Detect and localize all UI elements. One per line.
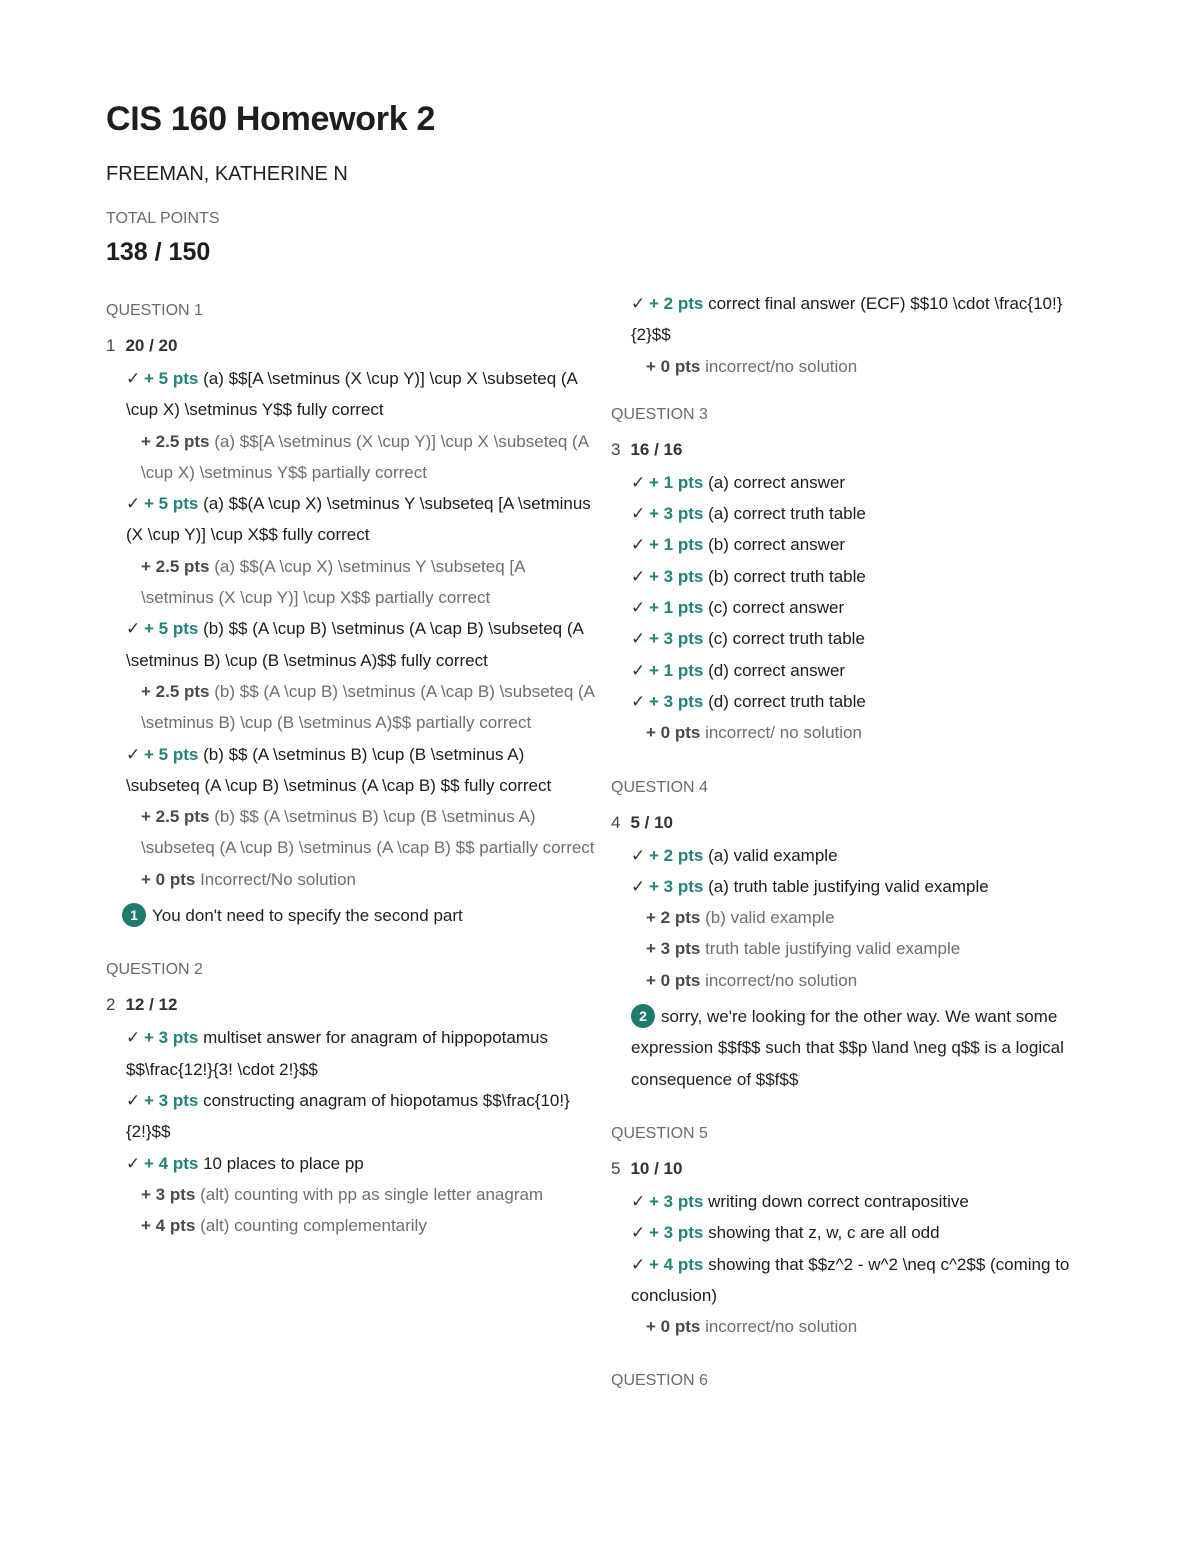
question-3 — [611, 404, 1101, 749]
rubric-points: + 1 pts — [649, 660, 704, 680]
rubric-description: (b) $$ (A \cup B) \setminus (A \cap B) \subseteq (A \setminus B) \cup (B \setminus A)$$ fully correct — [126, 619, 583, 670]
rubric-item-applied — [631, 529, 1101, 560]
rubric-item — [126, 1179, 596, 1210]
rubric-points: + 4 pts — [141, 1216, 196, 1236]
checkmark-icon: ✓ — [126, 369, 141, 388]
rubric-points: + 5 pts — [144, 619, 199, 639]
rubric-points: + 1 pts — [649, 598, 704, 618]
checkmark-icon: ✓ — [631, 504, 646, 524]
question-points: 20 / 20 — [125, 336, 178, 355]
rubric-item-applied — [126, 1148, 596, 1179]
rubric-points: + 3 pts — [144, 1090, 199, 1110]
comment-number-badge: 2 — [631, 1004, 655, 1028]
rubric-item — [126, 801, 596, 864]
rubric-description: incorrect/no solution — [705, 356, 858, 376]
rubric-points: + 2.5 pts — [141, 807, 210, 827]
question-1 — [106, 300, 596, 931]
rubric-points: + 3 pts — [646, 939, 701, 959]
rubric-item — [126, 426, 596, 489]
rubric-description: (d) correct answer — [708, 660, 846, 680]
checkmark-icon: ✓ — [631, 660, 646, 680]
checkmark-icon: ✓ — [126, 744, 141, 764]
checkmark-icon: ✓ — [126, 494, 141, 514]
question-heading: QUESTION 2 — [106, 961, 203, 979]
checkmark-icon: ✓ — [631, 472, 646, 492]
question-number: 5 — [611, 1158, 621, 1178]
rubric-points: + 3 pts — [649, 876, 704, 896]
rubric-points: + 2.5 pts — [141, 431, 210, 451]
question-number: 1 — [106, 336, 116, 355]
rubric-points: + 0 pts — [141, 869, 196, 889]
rubric-points: + 5 pts — [144, 744, 199, 764]
rubric-description: (b) $$ (A \setminus B) \cup (B \setminus A) \subseteq (A \cup B) \setminus (A \cap B) $$ partially correct — [141, 807, 595, 858]
comment-text: You don't need to specify the second part — [152, 906, 463, 926]
rubric-points: + 3 pts — [649, 691, 704, 711]
checkmark-icon: ✓ — [126, 1153, 141, 1173]
checkmark-icon: ✓ — [631, 598, 646, 618]
rubric-item — [126, 676, 596, 739]
rubric-description: (d) correct truth table — [708, 691, 866, 711]
checkmark-icon: ✓ — [631, 691, 646, 711]
rubric-points: + 3 pts — [144, 1028, 199, 1048]
rubric-item — [631, 351, 1101, 382]
rubric-description: (b) $$ (A \setminus B) \cup (B \setminus A) \subseteq (A \cup B) \setminus (A \cap B) $$ fully correct — [126, 744, 552, 795]
question-4 — [611, 777, 1101, 1095]
checkmark-icon: ✓ — [631, 629, 646, 649]
rubric-points: + 2 pts — [649, 294, 704, 313]
question-heading: QUESTION 6 — [611, 1372, 708, 1390]
rubric-points: + 1 pts — [649, 535, 704, 555]
question-number: 3 — [611, 439, 621, 459]
rubric-item — [631, 965, 1101, 996]
rubric-item-applied — [631, 288, 1101, 351]
total-points-label: TOTAL POINTS — [106, 210, 220, 227]
rubric-description: truth table justifying valid example — [705, 939, 961, 959]
rubric-item — [126, 864, 596, 895]
rubric-description: (b) correct answer — [708, 535, 846, 555]
rubric-points: + 3 pts — [141, 1184, 196, 1204]
question-heading: QUESTION 3 — [611, 405, 708, 423]
rubric-points: + 3 pts — [649, 1223, 704, 1243]
rubric-item-applied — [126, 1085, 596, 1148]
rubric-description: constructing anagram of hiopotamus $$\frac{10!}{2!}$$ — [126, 1090, 570, 1142]
checkmark-icon: ✓ — [631, 845, 646, 865]
rubric-description: (c) correct truth table — [708, 629, 865, 649]
rubric-points: + 4 pts — [144, 1153, 199, 1173]
rubric-item-applied — [631, 561, 1101, 592]
rubric-description: showing that z, w, c are all odd — [708, 1223, 940, 1243]
right-column — [611, 288, 1101, 1420]
total-points-score: 138 / 150 — [106, 238, 211, 266]
rubric-points: + 2.5 pts — [141, 556, 210, 576]
question-score — [611, 1158, 1101, 1180]
question-heading: QUESTION 4 — [611, 778, 708, 796]
rubric-description: (a) $$(A \cup X) \setminus Y \subseteq [A \setminus (X \cup Y)] \cup X$$ fully correct — [126, 494, 591, 545]
rubric-item-applied — [631, 655, 1101, 686]
question-points: 12 / 12 — [125, 995, 178, 1015]
rubric-item-applied — [631, 467, 1101, 498]
rubric-points: + 5 pts — [144, 494, 199, 514]
checkmark-icon: ✓ — [631, 1223, 646, 1243]
question-score — [106, 994, 596, 1016]
rubric-item — [631, 933, 1101, 964]
question-points: 5 / 10 — [630, 812, 674, 832]
rubric-description: (a) correct truth table — [708, 504, 866, 524]
rubric-item-applied — [631, 623, 1101, 654]
rubric-item-applied — [631, 592, 1101, 623]
rubric-item-applied — [631, 1186, 1101, 1217]
rubric-points: + 0 pts — [646, 723, 701, 743]
question-number: 4 — [611, 812, 621, 832]
rubric-description: (a) $$(A \cup X) \setminus Y \subseteq [A \setminus (X \cup Y)] \cup X$$ partially correct — [141, 556, 525, 608]
rubric-item-applied — [126, 1022, 596, 1085]
rubric-points: + 0 pts — [646, 970, 701, 990]
rubric-points: + 1 pts — [649, 472, 704, 492]
rubric-points: + 3 pts — [649, 1191, 704, 1211]
rubric-description: incorrect/no solution — [705, 1317, 858, 1337]
checkmark-icon: ✓ — [631, 1191, 646, 1211]
rubric-points: + 3 pts — [649, 629, 704, 649]
rubric-points: + 5 pts — [144, 369, 199, 388]
student-name: FREEMAN, KATHERINE N — [106, 163, 348, 185]
rubric-description: (c) correct answer — [708, 598, 845, 618]
rubric-item-applied — [631, 1217, 1101, 1248]
rubric-item-applied — [126, 613, 596, 676]
rubric-description: Incorrect/No solution — [200, 869, 356, 889]
rubric-item-applied — [126, 363, 596, 426]
rubric-item — [631, 1311, 1101, 1342]
question-points: 16 / 16 — [630, 439, 683, 459]
question-2-continued — [611, 288, 1101, 382]
question-points: 10 / 10 — [630, 1158, 683, 1178]
checkmark-icon: ✓ — [631, 1254, 646, 1274]
rubric-description: multiset answer for anagram of hippopotamus $$\frac{12!}{3! \cdot 2!}$$ — [126, 1028, 548, 1079]
question-score — [611, 812, 1101, 834]
rubric-points: + 2 pts — [649, 845, 704, 865]
rubric-description: (alt) counting complementarily — [200, 1216, 427, 1236]
rubric-description: (alt) counting with pp as single letter anagram — [200, 1184, 544, 1204]
rubric-item — [631, 717, 1101, 748]
rubric-description: (a) correct answer — [708, 472, 846, 492]
question-5 — [611, 1123, 1101, 1342]
question-2 — [106, 959, 596, 1241]
rubric-item — [126, 551, 596, 614]
rubric-description: showing that $$z^2 - w^2 \neq c^2$$ (coming to conclusion) — [631, 1254, 1070, 1305]
rubric-item-applied — [631, 871, 1101, 902]
left-column — [106, 300, 596, 1269]
question-heading: QUESTION 1 — [106, 302, 203, 319]
rubric-description: incorrect/no solution — [705, 970, 858, 990]
checkmark-icon: ✓ — [631, 535, 646, 555]
rubric-description: (a) $$[A \setminus (X \cup Y)] \cup X \subseteq (A \cup X) \setminus Y$$ fully correct — [126, 369, 577, 420]
rubric-points: + 0 pts — [646, 1317, 701, 1337]
question-score — [611, 439, 1101, 461]
question-heading: QUESTION 5 — [611, 1124, 708, 1142]
rubric-description: incorrect/ no solution — [705, 723, 862, 743]
comment-text: sorry, we're looking for the other way. We want some expression $$f$$ such that $$p \land \neg q$$ is a logical consequence of $$f$$ — [631, 1007, 1064, 1089]
rubric-description: (a) truth table justifying valid example — [708, 876, 989, 896]
rubric-item — [631, 902, 1101, 933]
rubric-item-applied — [631, 1249, 1101, 1312]
rubric-item — [126, 1210, 596, 1241]
rubric-description: writing down correct contrapositive — [708, 1191, 969, 1211]
rubric-item-applied — [126, 739, 596, 802]
rubric-description: (b) correct truth table — [708, 566, 866, 586]
checkmark-icon: ✓ — [631, 876, 646, 896]
rubric-points: + 0 pts — [646, 356, 701, 376]
page-title: CIS 160 Homework 2 — [106, 100, 436, 138]
rubric-points: + 3 pts — [649, 566, 704, 586]
checkmark-icon: ✓ — [126, 1090, 141, 1110]
rubric-item-applied — [126, 488, 596, 551]
comment-number-badge: 1 — [122, 903, 146, 927]
rubric-item-applied — [631, 686, 1101, 717]
rubric-description: (b) valid example — [705, 908, 835, 928]
grader-comment — [122, 900, 596, 931]
rubric-points: + 2.5 pts — [141, 681, 210, 701]
rubric-item-applied — [631, 498, 1101, 529]
rubric-item-applied — [631, 840, 1101, 871]
question-6 — [611, 1370, 1101, 1392]
rubric-description: (a) $$[A \setminus (X \cup Y)] \cup X \subseteq (A \cup X) \setminus Y$$ partially correct — [141, 431, 589, 482]
checkmark-icon: ✓ — [631, 566, 646, 586]
rubric-points: + 3 pts — [649, 504, 704, 524]
rubric-points: + 4 pts — [649, 1254, 704, 1274]
checkmark-icon: ✓ — [631, 294, 646, 313]
rubric-points: + 2 pts — [646, 908, 701, 928]
rubric-description: 10 places to place pp — [203, 1153, 364, 1173]
question-number: 2 — [106, 995, 116, 1015]
rubric-description: (b) $$ (A \cup B) \setminus (A \cap B) \subseteq (A \setminus B) \cup (B \setminus A)$$ partially correct — [141, 681, 595, 733]
question-score — [106, 335, 596, 357]
rubric-description: correct final answer (ECF) $$10 \cdot \frac{10!}{2}$$ — [631, 294, 1063, 345]
checkmark-icon: ✓ — [126, 1028, 141, 1048]
checkmark-icon: ✓ — [126, 619, 141, 639]
grader-comment — [631, 1001, 1101, 1095]
rubric-description: (a) valid example — [708, 845, 838, 865]
